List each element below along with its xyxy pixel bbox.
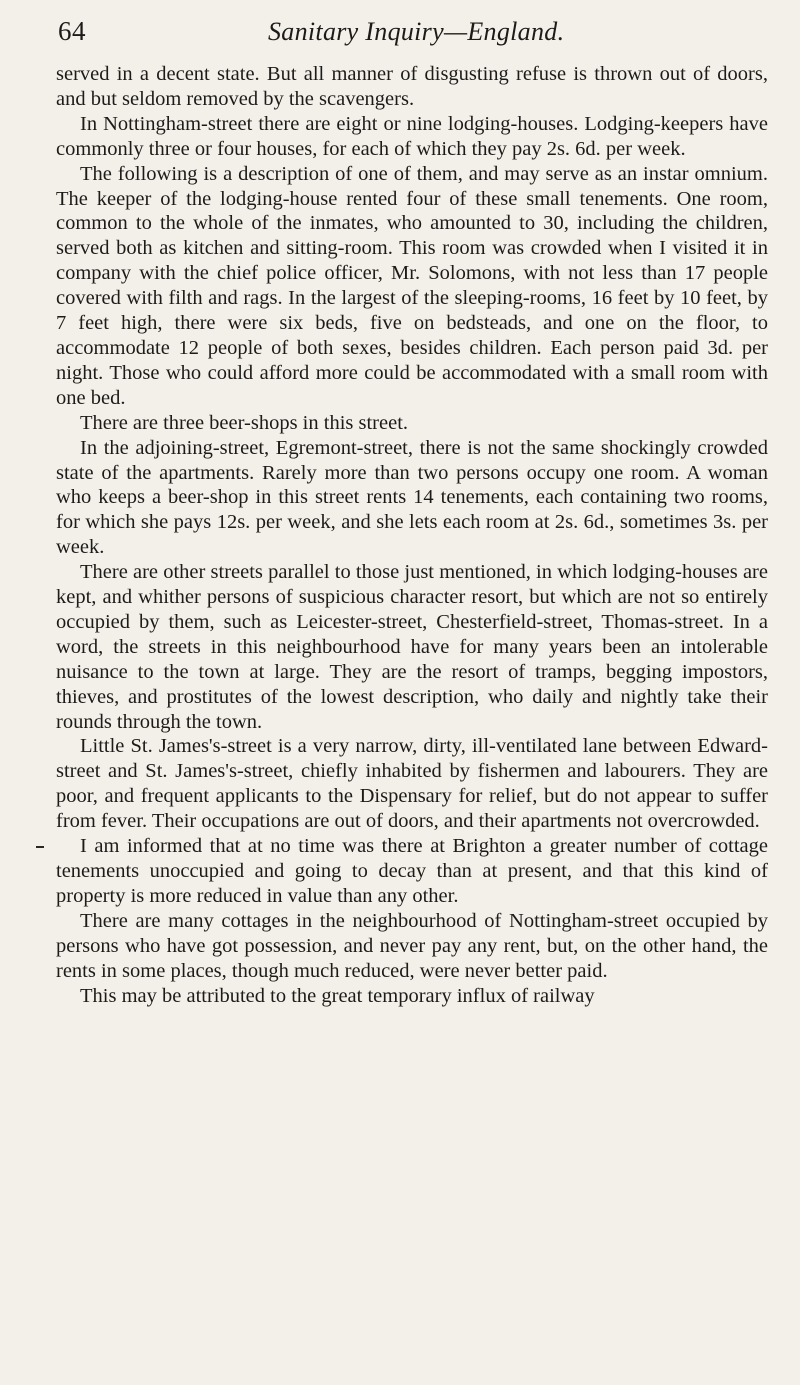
paragraph: Little St. James's-street is a very narrow, dirty, ill-ventilated lane between Edward-street and St. James's-street, chiefly inhabited by fishermen and labourers. They are poor, and frequent applicants to the Dispensary for relief, but do not appear to suffer from fever. Their occupations are out of doors, and their apartments not overcrowded. <box>56 735 768 833</box>
paragraph: This may be attributed to the great temporary influx of railway <box>80 984 595 1007</box>
page-number: 64 <box>58 16 86 46</box>
paragraph: There are three beer-shops in this street. <box>80 411 409 434</box>
paragraph: In Nottingham-street there are eight or nine lodging-houses. Lodging-keepers have commonly three or four houses, for each of which they pay 2s. 6d. per week. <box>56 112 768 160</box>
margin-mark <box>36 846 44 848</box>
paragraph: The following is a description of one of them, and may serve as an instar omnium. The keeper of the lodging-house rented four of these small tenements. One room, common to the whole of the inmates, who amounted to 30, including the children, served both as kitchen and sitting-room. This room was crowded when I visited it in company with the chief police officer, Mr. Solomons, with not less than 17 people covered with filth and rags. In the largest of the sleeping-rooms, 16 feet by 10 feet, by 7 feet high, there were six beds, five on bedsteads, and one on the floor, to accommodate 12 people of both sexes, besides children. Each person paid 3d. per night. Those who could afford more could be accommodated with a small room with one bed. <box>56 162 768 409</box>
body-text <box>56 62 768 1008</box>
paragraph: I am informed that at no time was there at Brighton a greater number of cottage tenements unoccupied and going to decay than at present, and that this kind of property is more reduced in value than any other. <box>56 835 768 907</box>
paragraph: served in a decent state. But all manner of disgusting refuse is thrown out of doors, and but seldom removed by the scavengers. <box>56 63 768 110</box>
page-header <box>46 14 766 64</box>
paragraph: There are other streets parallel to those just mentioned, in which lodging-houses are kept, and whither persons of suspicious character resort, but which are not so entirely occupied by them, such as Leicester-street, Chesterfield-street, Thomas-street. In a word, the streets in this neighbourhood have for many years been an intolerable nuisance to the town at large. They are the resort of tramps, begging impostors, thieves, and prostitutes of the lowest description, who daily and nightly take their rounds through the town. <box>56 561 768 733</box>
paragraph: There are many cottages in the neighbourhood of Nottingham-street occupied by persons who have got possession, and never pay any rent, but, on the other hand, the rents in some places, though much reduced, were never better paid. <box>56 909 768 982</box>
running-head: Sanitary Inquiry—England. <box>268 17 565 46</box>
paragraph: In the adjoining-street, Egremont-street, there is not the same shockingly crowded state of the apartments. Rarely more than two persons occupy one room. A woman who keeps a beer-shop in this street rents 14 tenements, each containing two rooms, for which she pays 12s. per week, and she lets each room at 2s. 6d., sometimes 3s. per week. <box>56 436 768 559</box>
